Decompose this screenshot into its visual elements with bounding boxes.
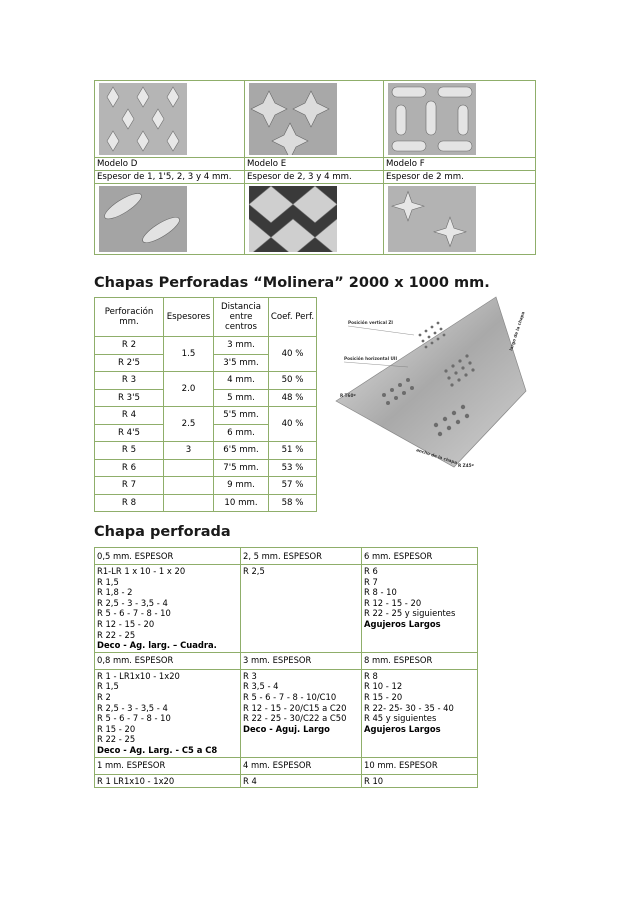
list-item: R 6 [364,566,378,576]
pattern-diamond-image [99,83,187,155]
perforation-list [362,669,478,757]
list-item: R 15 - 20 [364,691,403,702]
list-item: R 4 [241,774,362,788]
perforation-list [241,669,362,757]
cell-perf: R 3'5 [95,389,164,407]
cell-dist: 3'5 mm. [214,354,269,372]
chapa-table [94,547,478,788]
cell-esp: 2.0 [164,372,214,407]
list-item: R 12 - 15 - 20 [364,597,422,608]
header-distancia: Distancia entre centros [214,298,269,337]
list-item: R 10 - 12 [364,681,403,692]
list-item: R 3 [243,670,257,681]
list-item: R 8 [364,670,378,681]
molinera-title: Chapas Perforadas “Molinera” 2000 x 1000 mm. [94,275,490,291]
list-item: R 22 - 25 [97,629,136,640]
espesor-header: 10 mm. ESPESOR [362,757,478,774]
list-item: R 2 [97,691,111,702]
models-table [94,80,536,255]
label-t60: R T60º [340,393,356,398]
list-item: R 1,5 [97,576,119,587]
cell-coef: 53 % [269,459,317,477]
pattern-rhombus-image [249,186,337,252]
espesor-header: 3 mm. ESPESOR [241,652,362,669]
model-label: Modelo D [95,158,245,171]
cell-coef: 51 % [269,442,317,460]
model-espesor: Espesor de 2 mm. [384,171,536,184]
model-image-cell [384,81,536,158]
pattern-cross-image [249,83,337,155]
label-largo: largo de la chapa [508,310,526,352]
chapa-title: Chapa perforada [94,524,231,540]
list-item: R 1 - LR1x10 - 1x20 [97,670,180,681]
list-item: R 3,5 - 4 [243,681,279,692]
cell-perf: R 8 [95,494,164,512]
perforation-list [95,669,241,757]
list-item: R 22 - 25 [97,734,136,745]
list-item: R 22 - 25 - 30/C22 a C50 [243,713,347,724]
cell-perf: R 6 [95,459,164,477]
list-item: R1-LR 1 x 10 - 1 x 20 [97,566,186,576]
model-espesor: Espesor de 1, 1'5, 2, 3 y 4 mm. [95,171,245,184]
list-item: R 10 [362,774,478,788]
list-item: R 45 y siguientes [364,713,437,724]
cell-coef: 57 % [269,477,317,495]
cell-dist: 5'5 mm. [214,407,269,425]
cell-perf: R 7 [95,477,164,495]
header-coef: Coef. Perf. [269,298,317,337]
espesor-header: 0,8 mm. ESPESOR [95,652,241,669]
perforated-sheet-diagram [326,291,536,471]
label-pos-horizontal: Posición horizontal UII [344,356,397,361]
cell-dist: 5 mm. [214,389,269,407]
cell-esp: 3 [164,442,214,460]
cell-perf: R 4 [95,407,164,425]
header-espesores: Espesores [164,298,214,337]
espesor-header: 0,5 mm. ESPESOR [95,548,241,565]
model-espesor: Espesor de 2, 3 y 4 mm. [245,171,384,184]
cell-esp [164,459,214,477]
espesor-header: 2, 5 mm. ESPESOR [241,548,362,565]
cell-dist: 7'5 mm. [214,459,269,477]
cell-dist: 6 mm. [214,424,269,442]
model-image-cell [245,81,384,158]
cell-esp [164,477,214,495]
perforation-list [95,565,241,653]
cell-perf: R 2 [95,337,164,355]
list-item: R 2,5 - 3 - 3,5 - 4 [97,702,168,713]
list-item-bold: Agujeros Largos [364,618,441,629]
cell-perf: R 2'5 [95,354,164,372]
pattern-star-image [388,186,476,252]
cell-dist: 6'5 mm. [214,442,269,460]
cell-coef: 58 % [269,494,317,512]
perforation-list [362,565,478,653]
espesor-header: 6 mm. ESPESOR [362,548,478,565]
pattern-ellipse-image [99,186,187,252]
list-item-bold: Deco - Ag. larg. – Cuadra. [97,640,217,651]
list-item: R 22 - 25 y siguientes [364,608,456,619]
pattern-oval-image [388,83,476,155]
cell-dist: 10 mm. [214,494,269,512]
espesor-header: 4 mm. ESPESOR [241,757,362,774]
list-item: R 5 - 6 - 7 - 8 - 10/C10 [243,691,337,702]
cell-esp [164,494,214,512]
cell-perf: R 3 [95,372,164,390]
list-item: R 7 [364,576,378,587]
list-item: R 12 - 15 - 20 [97,618,155,629]
list-item-bold: Deco - Ag. Larg. - C5 a C8 [97,744,218,755]
list-item: R 1 LR1x10 - 1x20 [95,774,241,788]
list-item: R 12 - 15 - 20/C15 a C20 [243,702,347,713]
cell-esp: 1.5 [164,337,214,372]
cell-perf: R 5 [95,442,164,460]
list-item: R 5 - 6 - 7 - 8 - 10 [97,608,171,619]
espesor-header: 1 mm. ESPESOR [95,757,241,774]
cell-esp: 2.5 [164,407,214,442]
cell-coef: 48 % [269,389,317,407]
label-z45: R Z45º [458,463,474,468]
cell-coef: 50 % [269,372,317,390]
model-image-cell [95,184,245,255]
list-item: R 8 - 10 [364,587,397,598]
cell-coef: 40 % [269,337,317,372]
model-label: Modelo F [384,158,536,171]
header-perforacion: Perforación mm. [95,298,164,337]
espesor-header: 8 mm. ESPESOR [362,652,478,669]
list-item: R 22- 25- 30 - 35 - 40 [364,702,454,713]
model-label: Modelo E [245,158,384,171]
list-item: R 15 - 20 [97,723,136,734]
cell-coef: 40 % [269,407,317,442]
list-item: R 1,8 - 2 [97,587,133,598]
model-image-cell [95,81,245,158]
list-item: R 2,5 [243,566,265,576]
list-item: R 1,5 [97,681,119,692]
list-item-bold: Agujeros Largos [364,723,441,734]
cell-dist: 4 mm. [214,372,269,390]
list-item: R 5 - 6 - 7 - 8 - 10 [97,713,171,724]
list-item-bold: Deco - Aguj. Largo [243,723,330,734]
label-ancho: ancho de la chapa [415,447,458,466]
label-pos-vertical: Posición vertical ZI [348,320,393,325]
cell-dist: 9 mm. [214,477,269,495]
cell-perf: R 4'5 [95,424,164,442]
cell-dist: 3 mm. [214,337,269,355]
list-item: R 2,5 - 3 - 3,5 - 4 [97,597,168,608]
model-image-cell [245,184,384,255]
model-image-cell [384,184,536,255]
molinera-table [94,297,317,512]
perforation-list [241,565,362,653]
